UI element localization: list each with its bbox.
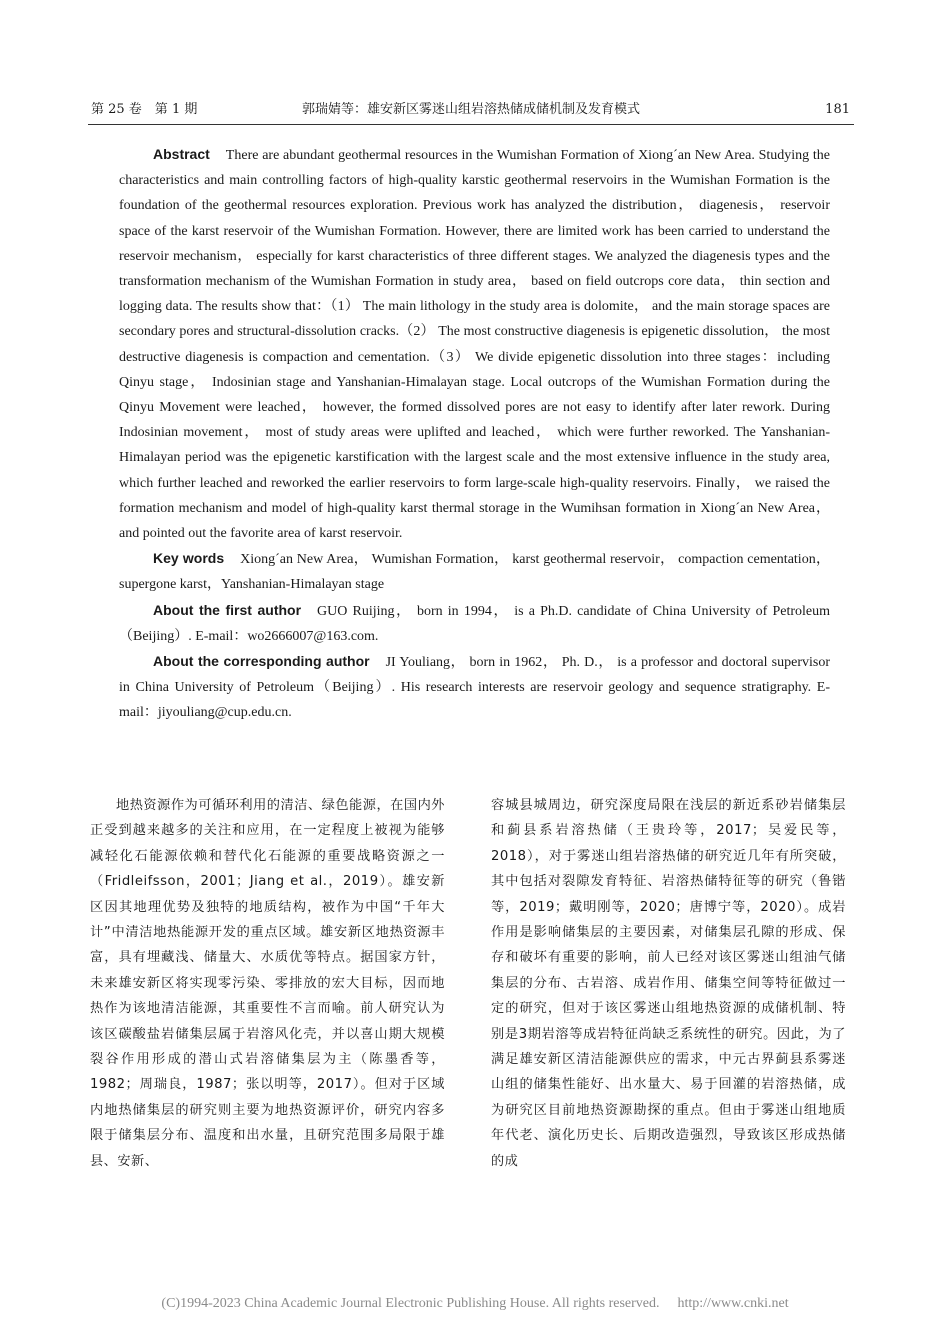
body-column-right [491,793,846,1174]
header-rule [88,124,854,125]
first-author-paragraph [119,598,830,649]
body-text-right: 容城县城周边，研究深度局限在浅层的新近系砂岩储集层和蓟县系岩溶热储（王贵玲等，2017；吴爱民等，2018），对于雾迷山组岩溶热储的研究近几年有所突破，其中包括对裂隙发育特征、岩溶热储特征等的研究（鲁锴等，2019；戴明刚等，2020；唐博宁等，2020）。成岩作用是影响储集层的主要因素，对储集层孔隙的形成、保存和破坏有重要的影响，前人已经对该区雾迷山组油气储集层的分布、古岩溶、成岩作用、储集空间等特征做过一定的研究，但对于该区雾迷山组地热资源的成储机制、特别是3期岩溶等成岩特征尚缺乏系统性的研究。因此，为了满足雄安新区清洁能源供应的需求，中元古界蓟县系雾迷山组的储集性能好、出水量大、易于回灌的岩溶热储，成为研究区目前地热资源勘探的重点。但由于雾迷山组地质年代老、演化历史长、后期改造强烈，导致该区形成热储的成 [491,798,846,1169]
keywords-paragraph [119,546,830,597]
volume-issue: 第 25 卷 第 1 期 [91,102,198,117]
abstract-text: There are abundant geothermal resources in the Wumishan Formation of Xiong´an New Area. Studying the characteristics and main controlling factors of high-quality karstic geothermal reservoirs in the Wumishan Formation is the foundation of the geothermal resources exploration. Previous work has analyzed the distribution， diagenesis， reservoir space of the karst reservoir of the Wumishan Formation. However, there are limited work has been carried to understand the reservoir mechanism， especially for karst characteristics of three different stages. We analyzed the diagenesis types and the transformation mechanism of the Wumishan Formation in study area， based on field outcrops core data， thin section and logging data. The results show that：（1） The main lithology in the study area is dolomite， and the main storage spaces are secondary pores and structural-dissolution cracks.（2） The most constructive diagenesis is epigenetic dissolution， the most destructive diagenesis is compaction and cementation.（3） We divide epigenetic dissolution into three stages：including Qinyu stage， Indosinian stage and Yanshanian-Himalayan stage. Local outcrops of the Wumishan Formation during the Qinyu Movement were leached， however, the formed dissolved pores are not easy to identify after later rework. During Indosinian movement， most of study areas were uplifted and leached， which were further reworked. The Yanshanian-Himalayan period was the epigenetic karstification with the largest scale and the most extensive influence in the study area, which further leached and reworked the earlier reservoirs to form large-scale high-quality reservoirs. Finally， we raised the formation mechanism and model of high-quality karst thermal storage in the Wumihsan formation in Xiong´an New Area， and pointed out the favorite area of karst reservoir. [119,148,830,542]
keywords-label: Key words [153,550,225,567]
abstract-paragraph [119,142,830,546]
first-author-label: About the first author [153,601,302,618]
copyright-notice: (C)1994-2023 China Academic Journal Electronic Publishing House. All rights reserved. [161,1296,660,1311]
body-column-left [90,793,445,1174]
page-number: 181 [825,102,850,117]
running-header [88,100,854,122]
cnki-footer [0,1296,950,1312]
corresponding-author-label: About the corresponding author [153,653,370,670]
corresponding-author-paragraph [119,649,830,726]
abstract-label: Abstract [153,146,210,162]
running-title: 郭瑞婧等：雄安新区雾迷山组岩溶热储成储机制及发育模式 [301,102,640,117]
body-text-left: 地热资源作为可循环利用的清洁、绿色能源，在国内外正受到越来越多的关注和应用，在一定程度上被视为能够减轻化石能源依赖和替代化石能源的重要战略资源之一（Fridleifsson，2001；Jiang et al.，2019）。雄安新区因其地理优势及独特的地质结构，被作为中国“千年大计”中清洁地热能源开发的重点区域。雄安新区地热资源丰富，具有埋藏浅、储量大、水质优等特点。据国家方针，未来雄安新区将实现零污染、零排放的宏大目标，因而地热作为该地清洁能源，其重要性不言而喻。前人研究认为该区碳酸盐岩储集层属于岩溶风化壳，并以喜山期大规模裂谷作用形成的潜山式岩溶储集层为主（陈墨香等，1982；周瑞良，1987；张以明等，2017）。但对于区域内地热储集层的研究则主要为地热资源评价，研究内容多限于储集层分布、温度和出水量，且研究范围多局限于雄县、安新、 [90,798,445,1169]
first-author-text: GUO Ruijing， born in 1994， is a Ph.D. candidate of China University of Petroleum（Beijing）. E-mail：wo2666007@163.com. [119,603,830,644]
keywords-text: Xiong´an New Area， Wumishan Formation， karst geothermal reservoir， compaction cementation，supergone karst，Yanshanian-Himalayan stage [119,552,830,593]
cnki-url[interactable]: http://www.cnki.net [677,1296,789,1311]
english-abstract-block [119,142,830,726]
corresponding-author-text: JI Youliang， born in 1962， Ph. D.， is a professor and doctoral supervisor in China University of Petroleum（Beijing）. His research interests are reservoir geology and sequence stratigraphy. E-mail：jiyouliang@cup.edu.cn. [119,655,831,721]
